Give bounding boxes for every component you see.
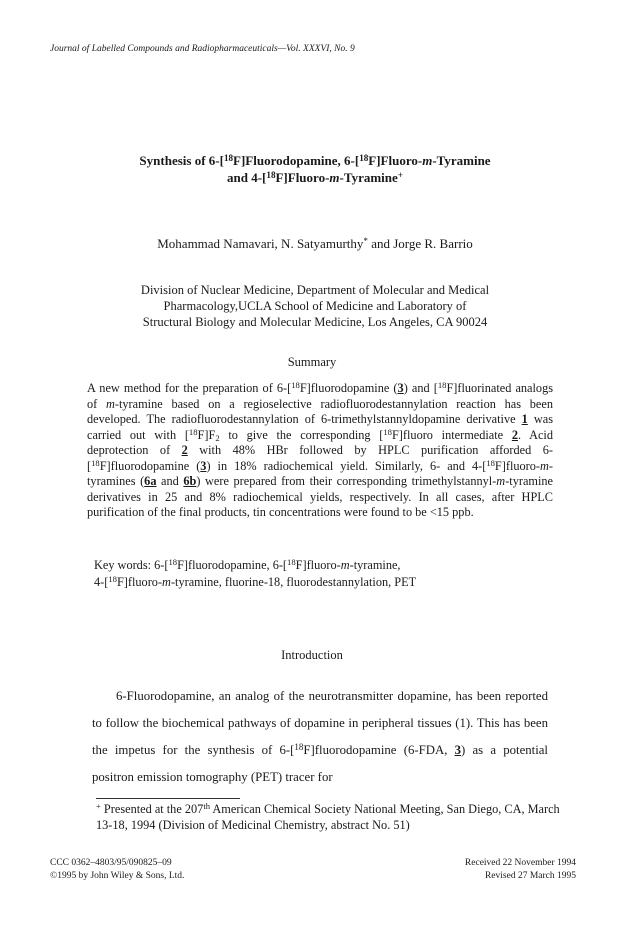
copyright-notice: ©1995 by John Wiley & Sons, Ltd. <box>50 871 185 881</box>
received-dates <box>380 857 576 883</box>
received-date: Received 22 November 1994 <box>464 858 576 868</box>
footnote-divider <box>96 798 240 799</box>
compound-2-ref: 2 <box>511 427 518 442</box>
keywords: Key words: 6-[$^{18}$F]fluorodopamine, 6-[$^{18}$F]fluoro-m-tyramine, 4-[$^{18}$F]fluoro-m-tyramine, fluorine-18, fluorodestannylation, PET <box>94 557 417 589</box>
corresponding-author-marker: * <box>363 235 368 246</box>
article-title: Synthesis of 6-[$^{18}$F]Fluorodopamine, 6-[$^{18}$F]Fluoro-m-Tyramine and 4-[$^{18}$F]Fluoro-m-Tyramine+ <box>139 152 491 185</box>
summary-paragraph: A new method for the preparation of 6-[$^{18}$F]fluorodopamine (3) and [$^{18}$F]fluorinated analogs of m-tyramine based on a regioselective radiofluorodestannylation reaction has been developed. The radiofluorodestannylation of 6-trimethylstannyldopamine derivative 1 was carried out with $[^{18}F]F_2$ to give the corresponding [$^{18}$F]fluoro intermediate 2. Acid deprotection of 2 with 48% HBr followed by HPLC purification afforded 6-[$^{18}$F]fluorodopamine (3) in 18% radiochemical yield. Similarly, 6- and 4-[$^{18}$F]fluoro-m-tyramines (6a and 6b) were prepared from their corresponding trimethylstannyl-m-tyramine derivatives in 25 and 8% radiochemical yields, respectively. In all cases, after HPLC purification of the final products, tin concentrations were found to be <15 ppb. <box>87 380 554 519</box>
compound-2-ref: 2 <box>181 443 188 457</box>
author-list: Mohammad Namavari, N. Satyamurthy* and Jorge R. Barrio <box>157 235 473 251</box>
author-affiliation: Division of Nuclear Medicine, Department of Molecular and Medical Pharmacology,UCLA School of Medicine and Laboratory of Structural Biology and Molecular Medicine, Los Angeles, CA 90024 <box>140 283 490 329</box>
introduction-paragraph: 6-Fluorodopamine, an analog of the neurotransmitter dopamine, has been reported to follow the biochemical pathways of dopamine in peripheral tissues (1). This has been the impetus for the synthesis of 6-[$^{18}$F]fluorodopamine (6-FDA, 3) as a potential positron emission tomography (PET) tracer for <box>92 689 548 784</box>
compound-6b-ref: 6b <box>183 474 197 488</box>
compound-3-ref: 3 <box>454 743 462 757</box>
compound-6a-ref: 6a <box>144 474 157 488</box>
revised-date: Revised 27 March 1995 <box>484 871 576 881</box>
footnote: + Presented at the 207th American Chemical Society National Meeting, San Diego, CA, March 13-18, 1994 (Division of Medicinal Chemistry, abstract No. 51) <box>96 801 560 832</box>
summary-heading: Summary <box>287 355 337 369</box>
compound-3-ref: 3 <box>200 458 207 473</box>
introduction-heading: Introduction <box>281 648 343 662</box>
compound-3-ref: 3 <box>397 381 404 395</box>
footnote-marker: + <box>397 169 403 180</box>
ccc-code: CCC 0362–4803/95/090825–09 <box>50 858 172 868</box>
running-head: Journal of Labelled Compounds and Radiopharmaceuticals—Vol. XXXVI, No. 9 <box>50 44 355 54</box>
copyright-block <box>50 857 184 883</box>
compound-1-ref: 1 <box>521 412 528 426</box>
